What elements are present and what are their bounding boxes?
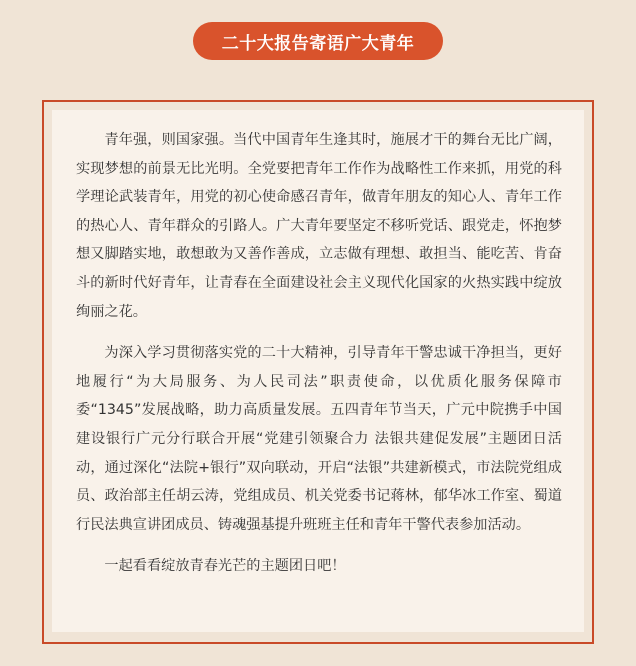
article-body <box>52 110 584 632</box>
article-paragraph-1: 青年强，则国家强。当代中国青年生逢其时，施展才干的舞台无比广阔，实现梦想的前景无比光明。全党要把青年工作作为战略性工作来抓，用党的科学理论武装青年，用党的初心使命感召青年，做青年朋友的知心人、青年工作的热心人、青年群众的引路人。广大青年要坚定不移听党话、跟党走，怀抱梦想又脚踏实地，敢想敢为又善作善成，立志做有理想、敢担当、能吃苦、肯奋斗的新时代好青年，让青春在全面建设社会主义现代化国家的火热实践中绽放绚丽之花。 <box>76 132 562 320</box>
article-paragraph-3: 一起看看绽放青春光芒的主题团日吧！ <box>104 558 346 575</box>
article-paragraph-2: 为深入学习贯彻落实党的二十大精神，引导青年干警忠诚干净担当，更好地履行“为大局服务、为人民司法”职责使命，以优质化服务保障市委“1345”发展战略，助力高质量发展。五四青年节当天，广元中院携手中国建设银行广元分行联合开展“党建引领聚合力 法银共建促发展”主题团日活动，通过深化“法院+银行”双向联动，开启“法银”共建新模式，市法院党组成员、政治部主任胡云涛，党组成员、机关党委书记蒋林，郁华冰工作室、蜀道行民法典宣讲团成员、铸魂强基提升班班主任和青年干警代表参加活动。 <box>76 345 562 533</box>
title-banner <box>193 22 443 60</box>
page-title: 二十大报告寄语广大青年 <box>221 33 415 54</box>
